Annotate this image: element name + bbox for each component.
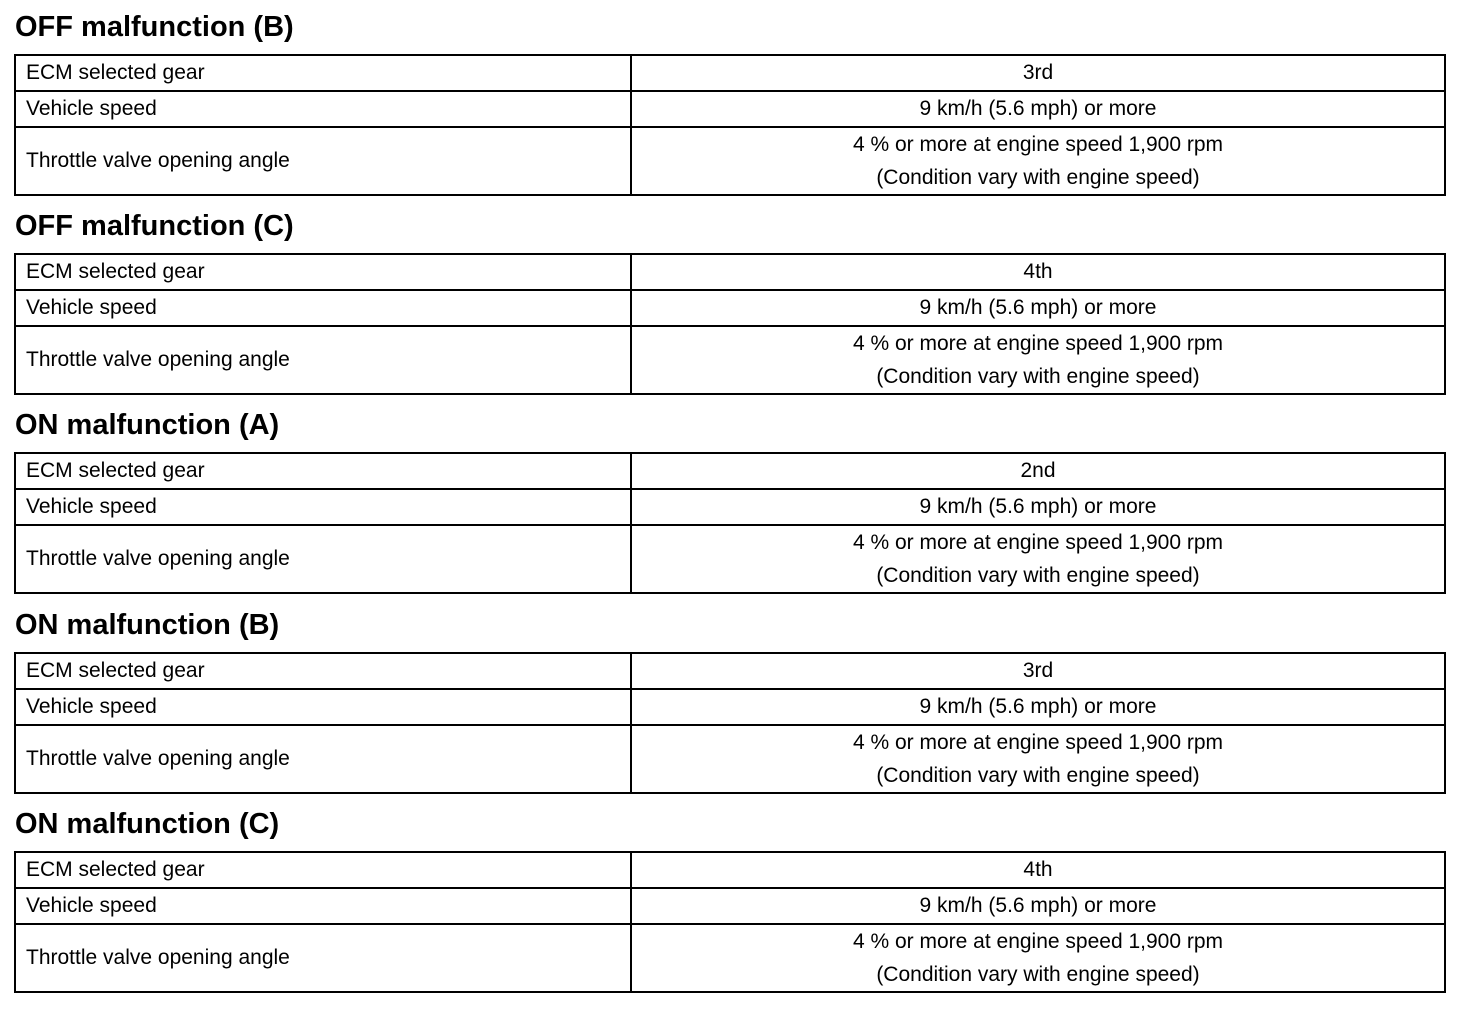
row-value: 9 km/h (5.6 mph) or more: [631, 489, 1445, 525]
table-row: [15, 453, 1445, 489]
row-value: 3rd: [631, 653, 1445, 689]
table-row: [15, 725, 1445, 793]
table-row: [15, 254, 1445, 290]
condition-table: [14, 452, 1446, 594]
condition-table: [14, 652, 1446, 794]
value-note: (Condition vary with engine speed): [876, 764, 1200, 787]
row-value: [631, 127, 1445, 195]
row-label: Vehicle speed: [15, 888, 631, 924]
row-value: 9 km/h (5.6 mph) or more: [631, 91, 1445, 127]
section-on-malfunction-b: [14, 607, 1446, 787]
row-value: 4th: [631, 852, 1445, 888]
row-label: Vehicle speed: [15, 91, 631, 127]
section-title: ON malfunction (A): [15, 409, 280, 441]
section-title: OFF malfunction (C): [15, 210, 294, 242]
table-row: [15, 326, 1445, 394]
section-on-malfunction-a: [14, 407, 1446, 587]
row-value: 9 km/h (5.6 mph) or more: [631, 888, 1445, 924]
section-title: ON malfunction (C): [15, 808, 280, 840]
row-value: [631, 525, 1445, 593]
row-label: Vehicle speed: [15, 689, 631, 725]
row-value: 4th: [631, 254, 1445, 290]
condition-table: [14, 851, 1446, 993]
row-label: Throttle valve opening angle: [15, 326, 631, 394]
condition-table: [14, 253, 1446, 395]
row-label: Throttle valve opening angle: [15, 525, 631, 593]
row-label: Vehicle speed: [15, 489, 631, 525]
table-row: [15, 489, 1445, 525]
row-value: 3rd: [631, 55, 1445, 91]
table-row: [15, 653, 1445, 689]
row-label: ECM selected gear: [15, 254, 631, 290]
table-row: [15, 525, 1445, 593]
section-title: OFF malfunction (B): [15, 11, 294, 43]
row-value: [631, 924, 1445, 992]
row-label: Vehicle speed: [15, 290, 631, 326]
value-line: 4 % or more at engine speed 1,900 rpm: [852, 133, 1224, 156]
row-value: [631, 326, 1445, 394]
section-off-malfunction-c: [14, 208, 1446, 388]
row-value: 9 km/h (5.6 mph) or more: [631, 290, 1445, 326]
value-note: (Condition vary with engine speed): [876, 963, 1200, 986]
value-line: 4 % or more at engine speed 1,900 rpm: [852, 930, 1224, 953]
condition-table: [14, 54, 1446, 196]
value-note: (Condition vary with engine speed): [876, 166, 1200, 189]
section-title: ON malfunction (B): [15, 609, 280, 641]
row-value: [631, 725, 1445, 793]
row-label: Throttle valve opening angle: [15, 725, 631, 793]
row-label: Throttle valve opening angle: [15, 924, 631, 992]
table-row: [15, 888, 1445, 924]
value-note: (Condition vary with engine speed): [876, 564, 1200, 587]
table-row: [15, 91, 1445, 127]
row-label: ECM selected gear: [15, 852, 631, 888]
table-row: [15, 290, 1445, 326]
row-value: 2nd: [631, 453, 1445, 489]
section-off-malfunction-b: [14, 9, 1446, 189]
table-row: [15, 924, 1445, 992]
row-label: ECM selected gear: [15, 55, 631, 91]
value-line: 4 % or more at engine speed 1,900 rpm: [852, 731, 1224, 754]
row-label: ECM selected gear: [15, 653, 631, 689]
row-value: 9 km/h (5.6 mph) or more: [631, 689, 1445, 725]
section-on-malfunction-c: [14, 806, 1446, 986]
table-row: [15, 852, 1445, 888]
value-note: (Condition vary with engine speed): [876, 365, 1200, 388]
value-line: 4 % or more at engine speed 1,900 rpm: [852, 332, 1224, 355]
row-label: Throttle valve opening angle: [15, 127, 631, 195]
table-row: [15, 55, 1445, 91]
value-line: 4 % or more at engine speed 1,900 rpm: [852, 531, 1224, 554]
table-row: [15, 127, 1445, 195]
table-row: [15, 689, 1445, 725]
row-label: ECM selected gear: [15, 453, 631, 489]
